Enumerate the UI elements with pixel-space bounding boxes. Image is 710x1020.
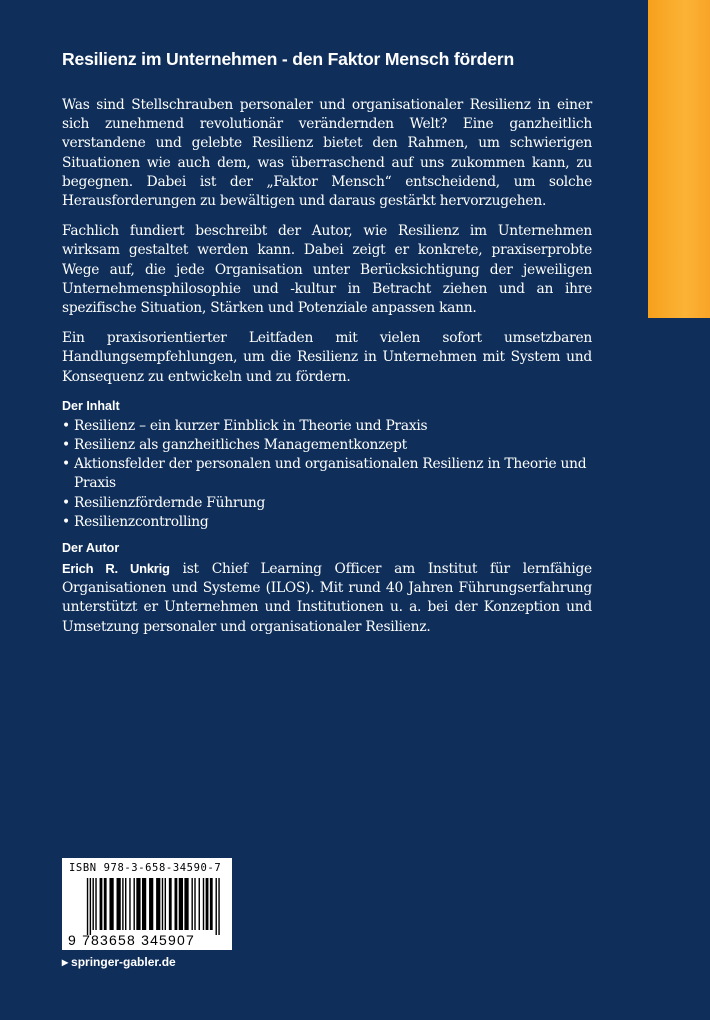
barcode-bar xyxy=(122,878,123,930)
barcode-bar xyxy=(136,878,140,930)
isbn-barcode-box xyxy=(62,858,232,950)
barcode-bar xyxy=(206,878,209,930)
author-heading: Der Autor xyxy=(62,541,120,556)
publisher-url-text: springer-gabler.de xyxy=(71,955,176,969)
barcode-bar xyxy=(169,878,172,930)
barcode-bar xyxy=(104,878,107,930)
list-item: • Resilienzcontrolling xyxy=(62,513,592,532)
barcode-bar xyxy=(191,878,192,930)
barcode-bar xyxy=(175,878,178,930)
barcode-bar xyxy=(90,878,91,935)
barcode-bar xyxy=(184,878,188,930)
book-title: Resilienz im Unternehmen - den Faktor Mensch fördern xyxy=(62,49,515,69)
list-item: • Resilienz – ein kurzer Einblick in Theorie und Praxis xyxy=(62,417,592,436)
barcode-bar xyxy=(109,878,113,930)
accent-bar xyxy=(648,0,710,318)
barcode-bar xyxy=(95,878,96,930)
back-cover-text xyxy=(62,48,592,648)
barcode-bar xyxy=(194,878,195,930)
barcode-bar xyxy=(216,878,217,935)
barcode-bar xyxy=(199,878,200,930)
isbn-label: ISBN 978-3-658-34590-7 xyxy=(69,862,222,874)
blurb-paragraph-2: Fachlich fundiert beschreibt der Autor, wie Resilienz im Unternehmen wirksam gestaltet werden kann. Dabei zeigt er konkrete, praxiserprobte Wege auf, die jede Organisation unter Berücksichtigung der jeweiligen Unternehmensphilosophie und -kultur in Betracht ziehen und an ihre spezifische Situation, Stärken und Potenziale anpassen kann. xyxy=(62,223,592,317)
contents-heading: Der Inhalt xyxy=(62,398,120,413)
author-name: Erich R. Unkrig xyxy=(62,561,170,577)
arrow-right-icon: ▸ xyxy=(62,955,69,969)
barcode-bar xyxy=(87,878,88,935)
blurb-paragraph-3: Ein praxisorientierter Leitfaden mit vielen sofort umsetzbaren Handlungsempfehlungen, um die Resilienz in Unternehmen mit System und Konsequenz zu entwickeln und zu fördern. xyxy=(62,330,592,385)
barcode-bar xyxy=(125,878,126,930)
author-bio-text: ist Chief Learning Officer am Institut für lernfähige Organisationen und Systeme (ILOS). Mit rund 40 Jahren Führungserfahrung unterstützt er Unternehmen und Institutionen u. a. bei der Konzeption und Umsetzung personaler und organisationaler Resilienz. xyxy=(62,561,592,635)
barcode-bar xyxy=(156,878,160,930)
barcode-bar xyxy=(149,878,153,930)
barcode-bar xyxy=(203,878,204,930)
list-item: • Resilienzfördernde Führung xyxy=(62,494,592,513)
barcode-bar xyxy=(179,878,183,930)
barcode-bar xyxy=(100,878,103,930)
barcode-digits: 9 783658 345907 xyxy=(68,932,195,948)
list-item: • Resilienz als ganzheitliches Managementkonzept xyxy=(62,436,592,455)
publisher-url[interactable] xyxy=(62,955,176,969)
blurb-paragraph-1: Was sind Stellschrauben personaler und organisationaler Resilienz in einer sich zunehmend revolutionär verändernden Welt? Eine ganzheitlich verstandene und gelebte Resilienz bietet den Rahmen, um schwierigen Situationen wie auch dem, was überraschend auf uns zukommen kann, zu begegnen. Dabei ist der „Faktor Mensch“ entscheidend, um solche Herausforderungen zu bewältigen und daraus gestärkt hervorzugehen. xyxy=(62,97,592,210)
barcode-bar xyxy=(162,878,163,930)
barcode-bar xyxy=(92,878,93,930)
author-bio xyxy=(62,559,592,637)
barcode-bar xyxy=(117,878,121,930)
barcode-bar xyxy=(129,878,130,930)
barcode-bar xyxy=(165,878,166,930)
barcode-bar xyxy=(218,878,219,935)
barcode-bar xyxy=(133,878,134,930)
barcode xyxy=(84,878,224,935)
barcode-bar xyxy=(142,878,146,930)
list-item: • Aktionsfelder der personalen und organisationalen Resilienz in Theorie und Praxis xyxy=(62,455,592,493)
barcode-bar xyxy=(210,878,213,930)
contents-list xyxy=(62,417,592,532)
